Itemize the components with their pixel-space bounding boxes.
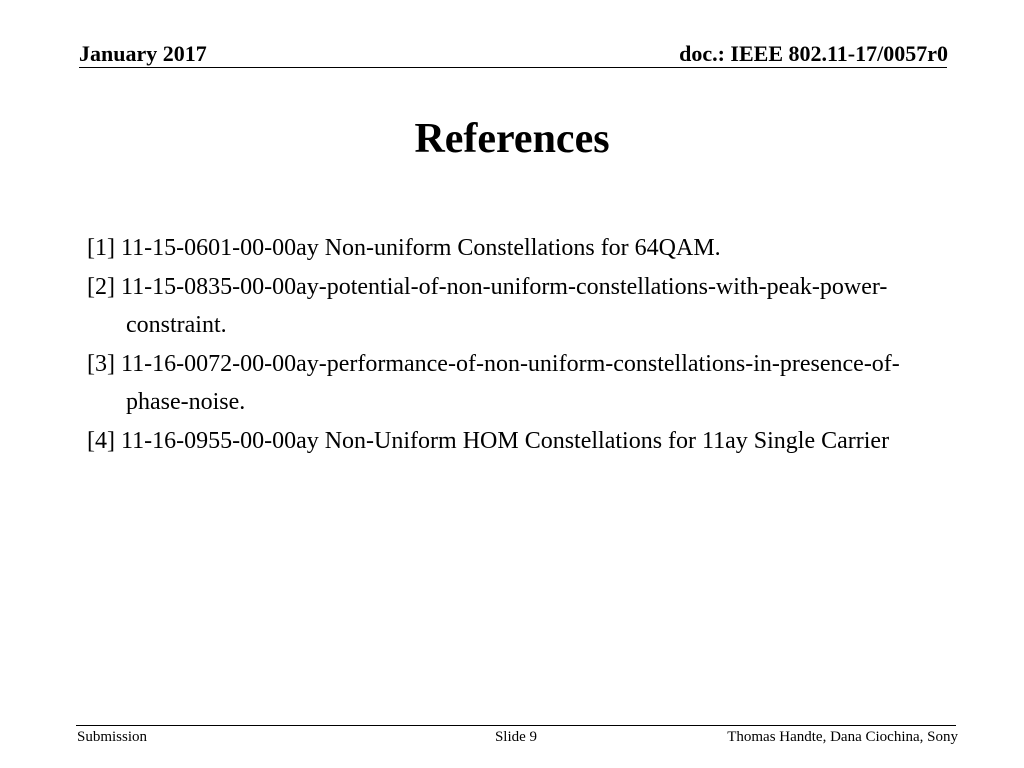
slide-number: Slide 9 <box>494 729 538 745</box>
footer-divider <box>76 725 956 726</box>
header-divider <box>79 67 947 68</box>
reference-item-2: [2] 11-15-0835-00-00ay-potential-of-non-uniform-constellations-with-peak-power-constraint. <box>87 274 888 338</box>
slide-title: References <box>414 116 610 162</box>
document-id: doc.: IEEE 802.11-17/0057r0 <box>679 41 948 66</box>
footer-authors: Thomas Handte, Dana Ciochina, Sony <box>727 729 958 745</box>
footer-submission: Submission <box>77 729 148 745</box>
header-date: January 2017 <box>79 41 207 66</box>
reference-item-4: [4] 11-16-0955-00-00ay Non-Uniform HOM Constellations for 11ay Single Carrier <box>87 428 890 454</box>
reference-item-3: [3] 11-16-0072-00-00ay-performance-of-non-uniform-constellations-in-presence-of-phase-noise. <box>87 351 900 415</box>
reference-list <box>87 229 947 460</box>
reference-item-1: [1] 11-15-0601-00-00ay Non-uniform Constellations for 64QAM. <box>87 235 721 261</box>
